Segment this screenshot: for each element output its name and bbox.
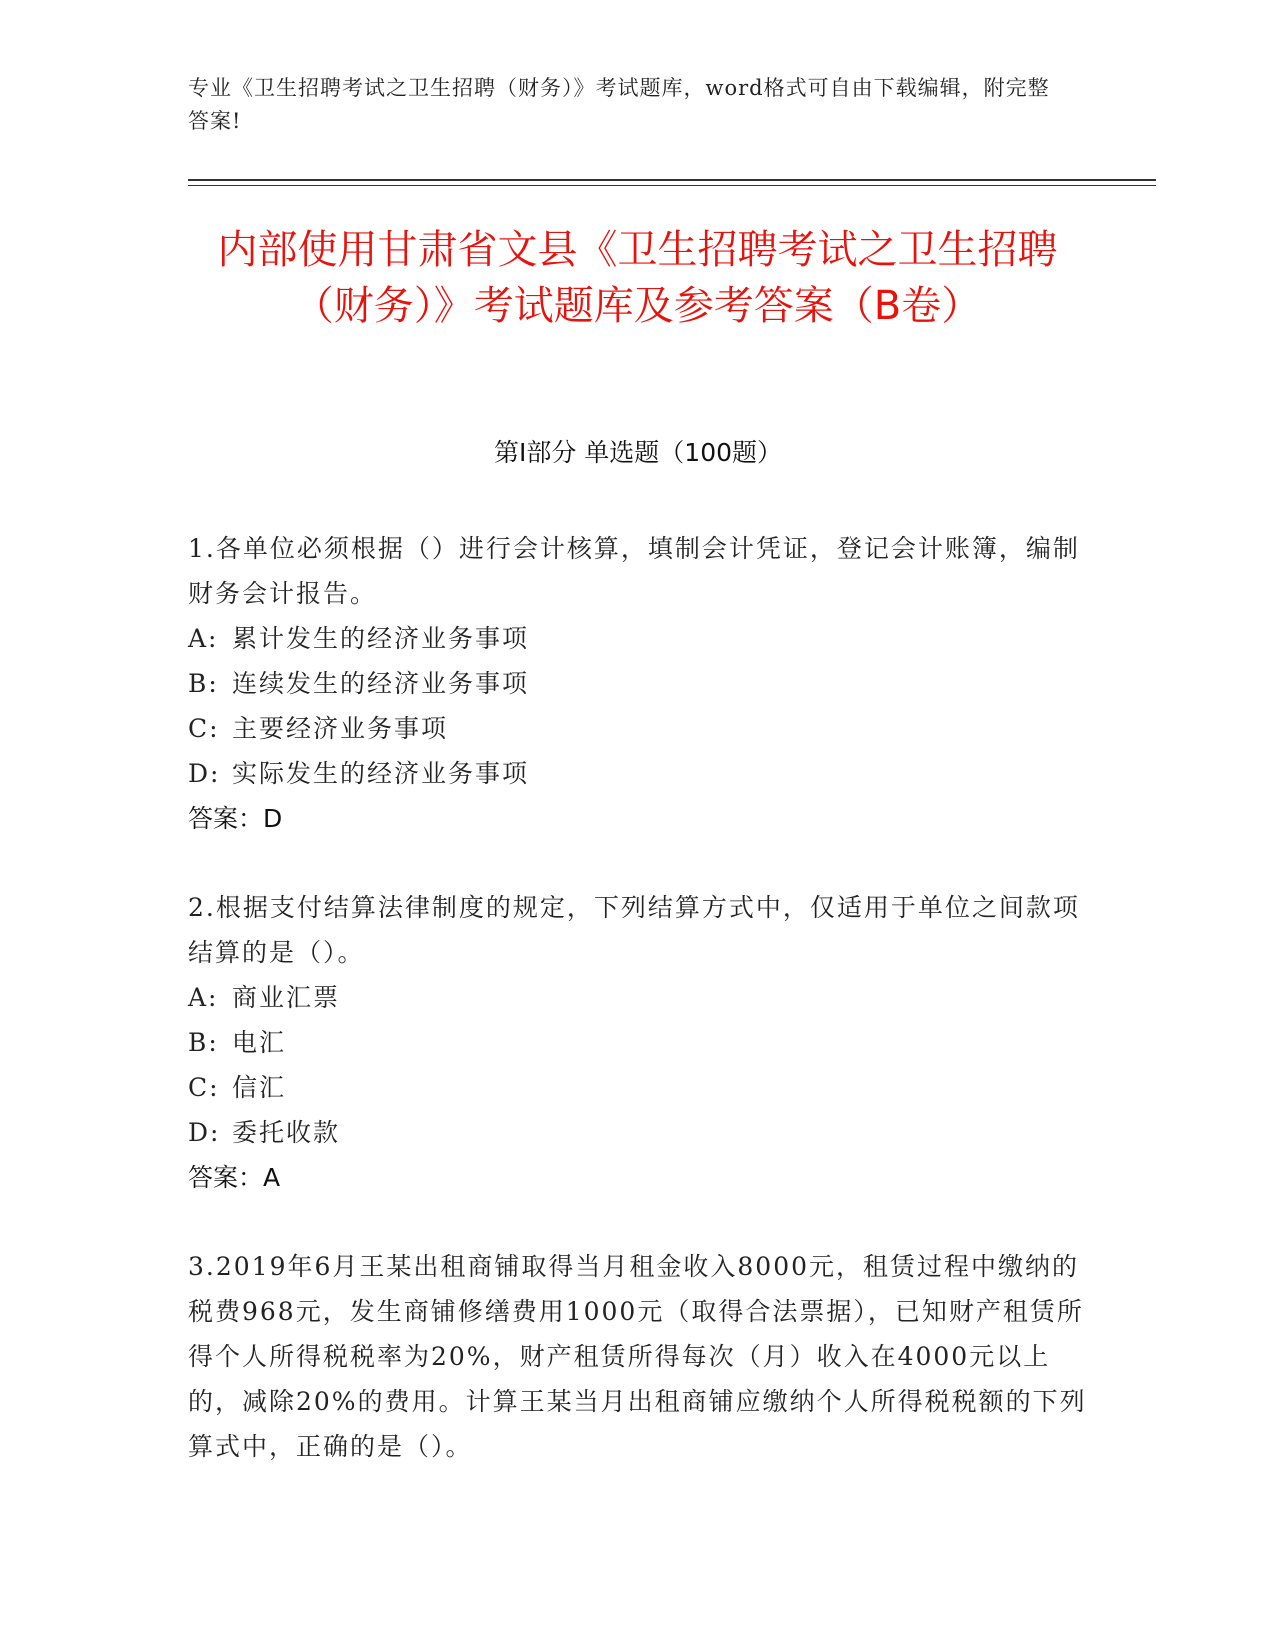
option-text: 主要经济业务事项: [232, 714, 449, 743]
document-title: 内部使用甘肃省文县《卫生招聘考试之卫生招聘（财务）》考试题库及参考答案（B卷）: [217, 227, 1058, 329]
option-a: [188, 975, 1088, 1020]
section-title: 第I部分 单选题（100题）: [493, 438, 783, 467]
option-d: [188, 751, 1088, 796]
option-text: 连续发生的经济业务事项: [232, 669, 530, 698]
question-2: [188, 885, 1088, 1200]
question-list: [188, 526, 1088, 1513]
option-letter: C:: [188, 1073, 220, 1102]
option-text: 委托收款: [232, 1118, 341, 1147]
answer-label: 答案：: [188, 1163, 264, 1192]
option-d: [188, 1110, 1088, 1155]
option-c: [188, 706, 1088, 751]
option-letter: A:: [188, 624, 219, 653]
option-text: 实际发生的经济业务事项: [232, 759, 530, 788]
option-letter: C:: [188, 714, 220, 743]
header-divider-thick: [188, 179, 1156, 181]
option-letter: B:: [188, 669, 219, 698]
option-text: 累计发生的经济业务事项: [232, 624, 530, 653]
option-a: [188, 616, 1088, 661]
header-divider-thin: [188, 185, 1156, 186]
option-c: [188, 1065, 1088, 1110]
question-1: [188, 526, 1088, 841]
option-letter: A:: [188, 983, 219, 1012]
option-letter: D:: [188, 1118, 221, 1147]
question-3: [188, 1244, 1088, 1469]
answer-value: A: [263, 1163, 281, 1192]
option-letter: B:: [188, 1028, 219, 1057]
question-stem: 1.各单位必须根据（）进行会计核算，填制会计凭证，登记会计账簿，编制财务会计报告。: [188, 534, 1080, 608]
answer-line: [188, 796, 1088, 841]
answer-label: 答案：: [188, 804, 264, 833]
question-stem: 3.2019年6月王某出租商铺取得当月租金收入8000元，租赁过程中缴纳的税费968元，发生商铺修缮费用1000元（取得合法票据），已知财产租赁所得个人所得税税率为20%，财产租赁所得每次（月）收入在4000元以上的，减除20%的费用。计算王某当月出租商铺应缴纳个人所得税税额的下列算式中，正确的是（）。: [188, 1252, 1087, 1461]
answer-value: D: [263, 804, 283, 833]
option-b: [188, 661, 1088, 706]
option-letter: D:: [188, 759, 221, 788]
header-note: 专业《卫生招聘考试之卫生招聘（财务）》考试题库，word格式可自由下载编辑，附完整答案!: [188, 76, 1050, 133]
answer-line: [188, 1155, 1088, 1200]
option-text: 商业汇票: [232, 983, 341, 1012]
option-b: [188, 1020, 1088, 1065]
question-stem: 2.根据支付结算法律制度的规定，下列结算方式中，仅适用于单位之间款项结算的是（）。: [188, 893, 1080, 967]
option-text: 电汇: [232, 1028, 287, 1057]
option-text: 信汇: [232, 1073, 287, 1102]
